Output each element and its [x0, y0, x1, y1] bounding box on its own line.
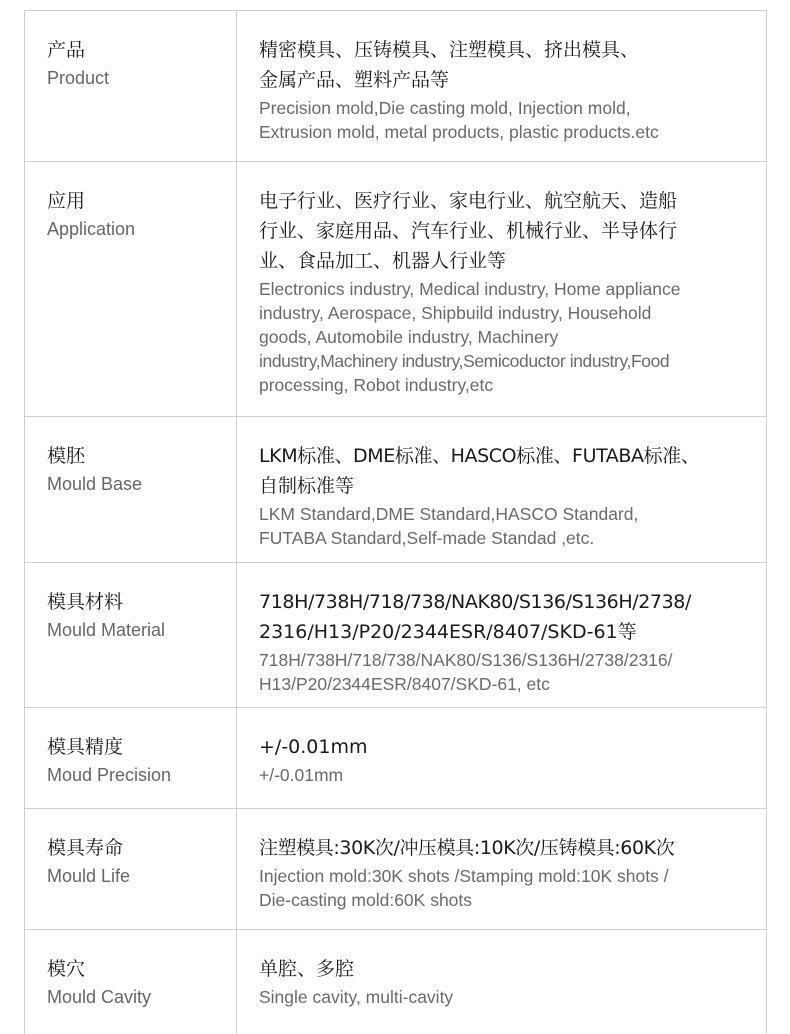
value-zh-line: LKM标准、DME标准、HASCO标准、FUTABA标准、	[259, 445, 700, 467]
value-zh-line: 行业、家庭用品、汽车行业、机械行业、半导体行	[259, 220, 678, 242]
table-row-application	[25, 162, 766, 417]
value-cell	[237, 930, 766, 1034]
table-row-mould-precision	[25, 708, 766, 809]
table-row-mould-material	[25, 563, 766, 708]
label-cell	[25, 708, 237, 808]
label-cell	[25, 930, 237, 1034]
value-en-line: +/-0.01mm	[259, 765, 344, 785]
label-en: Application	[47, 219, 136, 239]
value-en	[259, 648, 766, 696]
label-en: Mould Base	[47, 474, 143, 494]
value-cell	[237, 417, 766, 562]
value-zh	[259, 35, 766, 95]
value-zh	[259, 732, 766, 762]
label-zh: 模穴	[47, 958, 86, 980]
value-en-line: industry, Aerospace, Shipbuild industry, Household	[259, 303, 652, 323]
value-zh	[259, 587, 766, 647]
value-en-line: Die-casting mold:60K shots	[259, 890, 473, 910]
table-row-mould-life	[25, 809, 766, 930]
value-cell	[237, 563, 766, 707]
label-en: Mould Material	[47, 620, 166, 640]
value-zh-line: 注塑模具:30K次/冲压模具:10K次/压铸模具:60K次	[259, 837, 675, 859]
label-cell	[25, 563, 237, 707]
value-en-line: 718H/738H/718/738/NAK80/S136/S136H/2738/2316/	[259, 650, 673, 670]
table-row-product	[25, 11, 766, 162]
value-en-line: Injection mold:30K shots /Stamping mold:10K shots /	[259, 866, 669, 886]
value-en-line: processing, Robot industry,etc	[259, 375, 494, 395]
label-en: Mould Cavity	[47, 987, 152, 1007]
value-en	[259, 502, 766, 550]
value-en	[259, 277, 766, 397]
value-cell	[237, 809, 766, 929]
value-zh-line: 718H/738H/718/738/NAK80/S136/S136H/2738/	[259, 591, 691, 613]
value-zh-line: 业、食品加工、机器人行业等	[259, 250, 507, 272]
value-en-line: H13/P20/2344ESR/8407/SKD-61, etc	[259, 674, 550, 694]
value-zh-line: 自制标准等	[259, 475, 355, 497]
label-zh: 模具精度	[47, 736, 124, 758]
value-en	[259, 96, 766, 144]
value-zh-line: 精密模具、压铸模具、注塑模具、挤出模具、	[259, 39, 640, 61]
value-en-line: Extrusion mold, metal products, plastic products.etc	[259, 122, 659, 142]
value-zh	[259, 833, 766, 863]
value-zh	[259, 186, 766, 276]
label-en: Moud Precision	[47, 765, 172, 785]
label-zh: 模胚	[47, 445, 86, 467]
value-en	[259, 763, 766, 787]
value-en-line: Electronics industry, Medical industry, Home appliance	[259, 279, 681, 299]
label-zh: 模具材料	[47, 591, 124, 613]
value-en	[259, 985, 766, 1009]
label-cell	[25, 809, 237, 929]
value-en-line: industry,Machinery industry,Semicoductor industry,Food	[259, 351, 670, 371]
value-cell	[237, 11, 766, 161]
value-en-line: goods, Automobile industry, Machinery	[259, 327, 559, 347]
value-zh	[259, 441, 766, 501]
label-en: Mould Life	[47, 866, 131, 886]
label-zh: 产品	[47, 39, 86, 61]
label-en: Product	[47, 68, 110, 88]
label-zh: 模具寿命	[47, 837, 124, 859]
table-row-mould-base	[25, 417, 766, 563]
value-en	[259, 864, 766, 912]
label-cell	[25, 417, 237, 562]
value-en-line: LKM Standard,DME Standard,HASCO Standard,	[259, 504, 639, 524]
value-zh	[259, 954, 766, 984]
spec-table	[24, 10, 767, 1034]
value-en-line: Precision mold,Die casting mold, Injection mold,	[259, 98, 631, 118]
value-zh-line: 金属产品、塑料产品等	[259, 69, 450, 91]
label-cell	[25, 11, 237, 161]
value-cell	[237, 708, 766, 808]
value-zh-line: +/-0.01mm	[259, 736, 368, 758]
value-cell	[237, 162, 766, 416]
value-zh-line: 单腔、多腔	[259, 958, 355, 980]
value-zh-line: 电子行业、医疗行业、家电行业、航空航天、造船	[259, 190, 678, 212]
value-en-line: Single cavity, multi-cavity	[259, 987, 454, 1007]
value-zh-line: 2316/H13/P20/2344ESR/8407/SKD-61等	[259, 621, 637, 643]
label-zh: 应用	[47, 190, 86, 212]
label-cell	[25, 162, 237, 416]
value-en-line: FUTABA Standard,Self-made Standad ,etc.	[259, 528, 595, 548]
table-row-mould-cavity	[25, 930, 766, 1034]
